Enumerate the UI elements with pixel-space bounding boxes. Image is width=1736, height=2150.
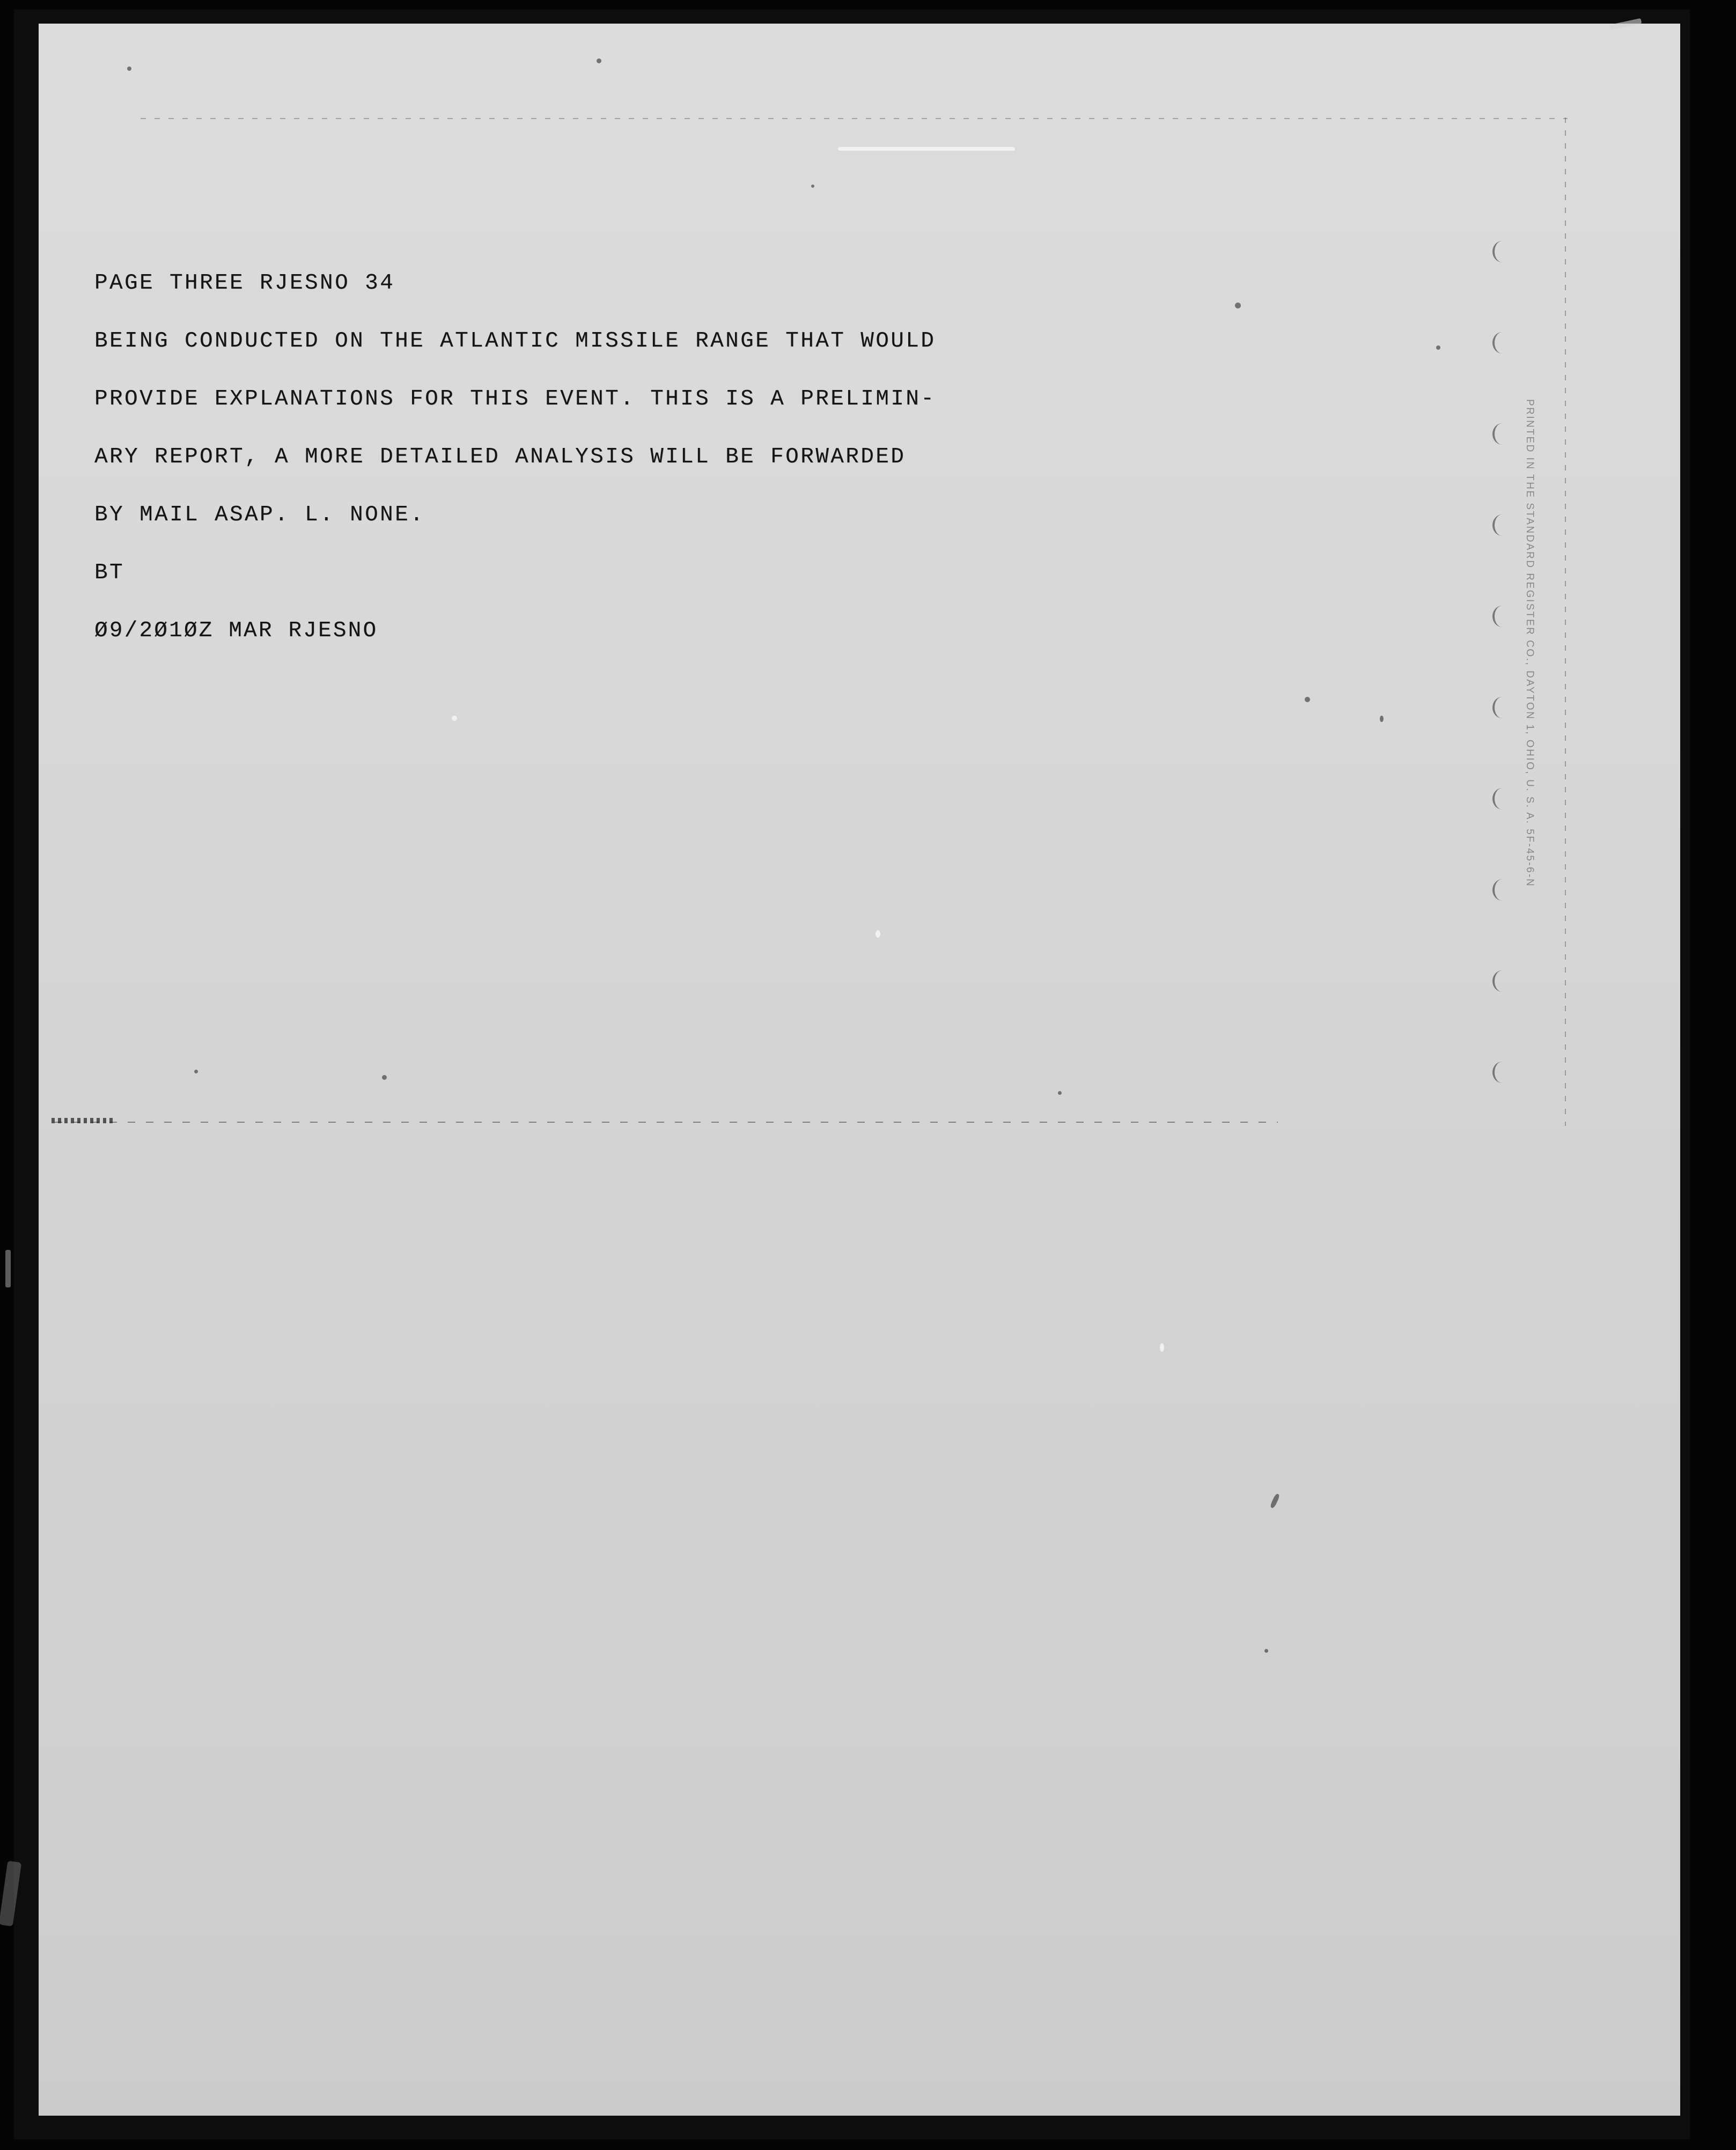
scan-edge-left xyxy=(0,0,14,2150)
feed-hole xyxy=(1492,332,1509,354)
feed-hole xyxy=(1492,970,1509,992)
scan-speck xyxy=(1305,697,1310,702)
feed-hole xyxy=(1492,697,1509,718)
body-line-2: PROVIDE EXPLANATIONS FOR THIS EVENT. THIS IS A PRELIMIN- xyxy=(94,387,936,411)
feed-hole xyxy=(1492,423,1509,445)
end-of-text-marker: BT xyxy=(94,561,125,585)
scan-edge-bottom xyxy=(0,2139,1736,2150)
scan-speck xyxy=(597,58,601,63)
printer-imprint-text: PRINTED IN THE STANDARD REGISTER CO., DAYTON 1, OHIO, U. S. A. 5F-45-6-N xyxy=(1524,399,1535,888)
scan-speck xyxy=(1058,1091,1062,1095)
scan-speck xyxy=(1235,303,1241,308)
scan-highlight-streak xyxy=(838,147,1015,151)
scan-speck xyxy=(1436,345,1440,350)
body-line-3: ARY REPORT, A MORE DETAILED ANALYSIS WILL BE FORWARDED xyxy=(94,445,906,469)
form-rule-top xyxy=(141,118,1568,119)
scan-speck xyxy=(811,185,814,188)
form-fold-rule-stub xyxy=(52,1118,116,1123)
scan-highlight-speck xyxy=(876,930,880,938)
datetime-group-line: Ø9/2Ø1ØZ MAR RJESNO xyxy=(94,619,378,643)
scan-speck xyxy=(194,1070,198,1073)
border-scratch xyxy=(5,1250,11,1287)
feed-hole xyxy=(1492,879,1509,901)
form-rule-right xyxy=(1565,117,1566,1126)
page-header-line: PAGE THREE RJESNO 34 xyxy=(94,271,395,296)
scan-speck xyxy=(1264,1649,1268,1653)
scan-edge-right xyxy=(1690,0,1736,2150)
feed-hole xyxy=(1492,606,1509,627)
scan-speck xyxy=(127,67,131,71)
feed-hole xyxy=(1492,1062,1509,1083)
telex-message-body xyxy=(94,254,1328,660)
scan-speck xyxy=(1380,716,1384,722)
scan-speck xyxy=(382,1075,387,1080)
feed-hole xyxy=(1492,241,1509,262)
paper-lower-region xyxy=(39,1129,1680,2116)
scan-edge-top xyxy=(0,0,1736,10)
body-line-1: BEING CONDUCTED ON THE ATLANTIC MISSILE RANGE THAT WOULD xyxy=(94,329,936,354)
scan-highlight-speck xyxy=(1160,1343,1164,1352)
feed-hole xyxy=(1492,514,1509,536)
body-line-4: BY MAIL ASAP. L. NONE. xyxy=(94,503,425,527)
form-fold-rule xyxy=(55,1122,1278,1123)
document-page xyxy=(39,24,1680,2116)
feed-hole xyxy=(1492,788,1509,809)
scan-highlight-speck xyxy=(452,716,457,721)
